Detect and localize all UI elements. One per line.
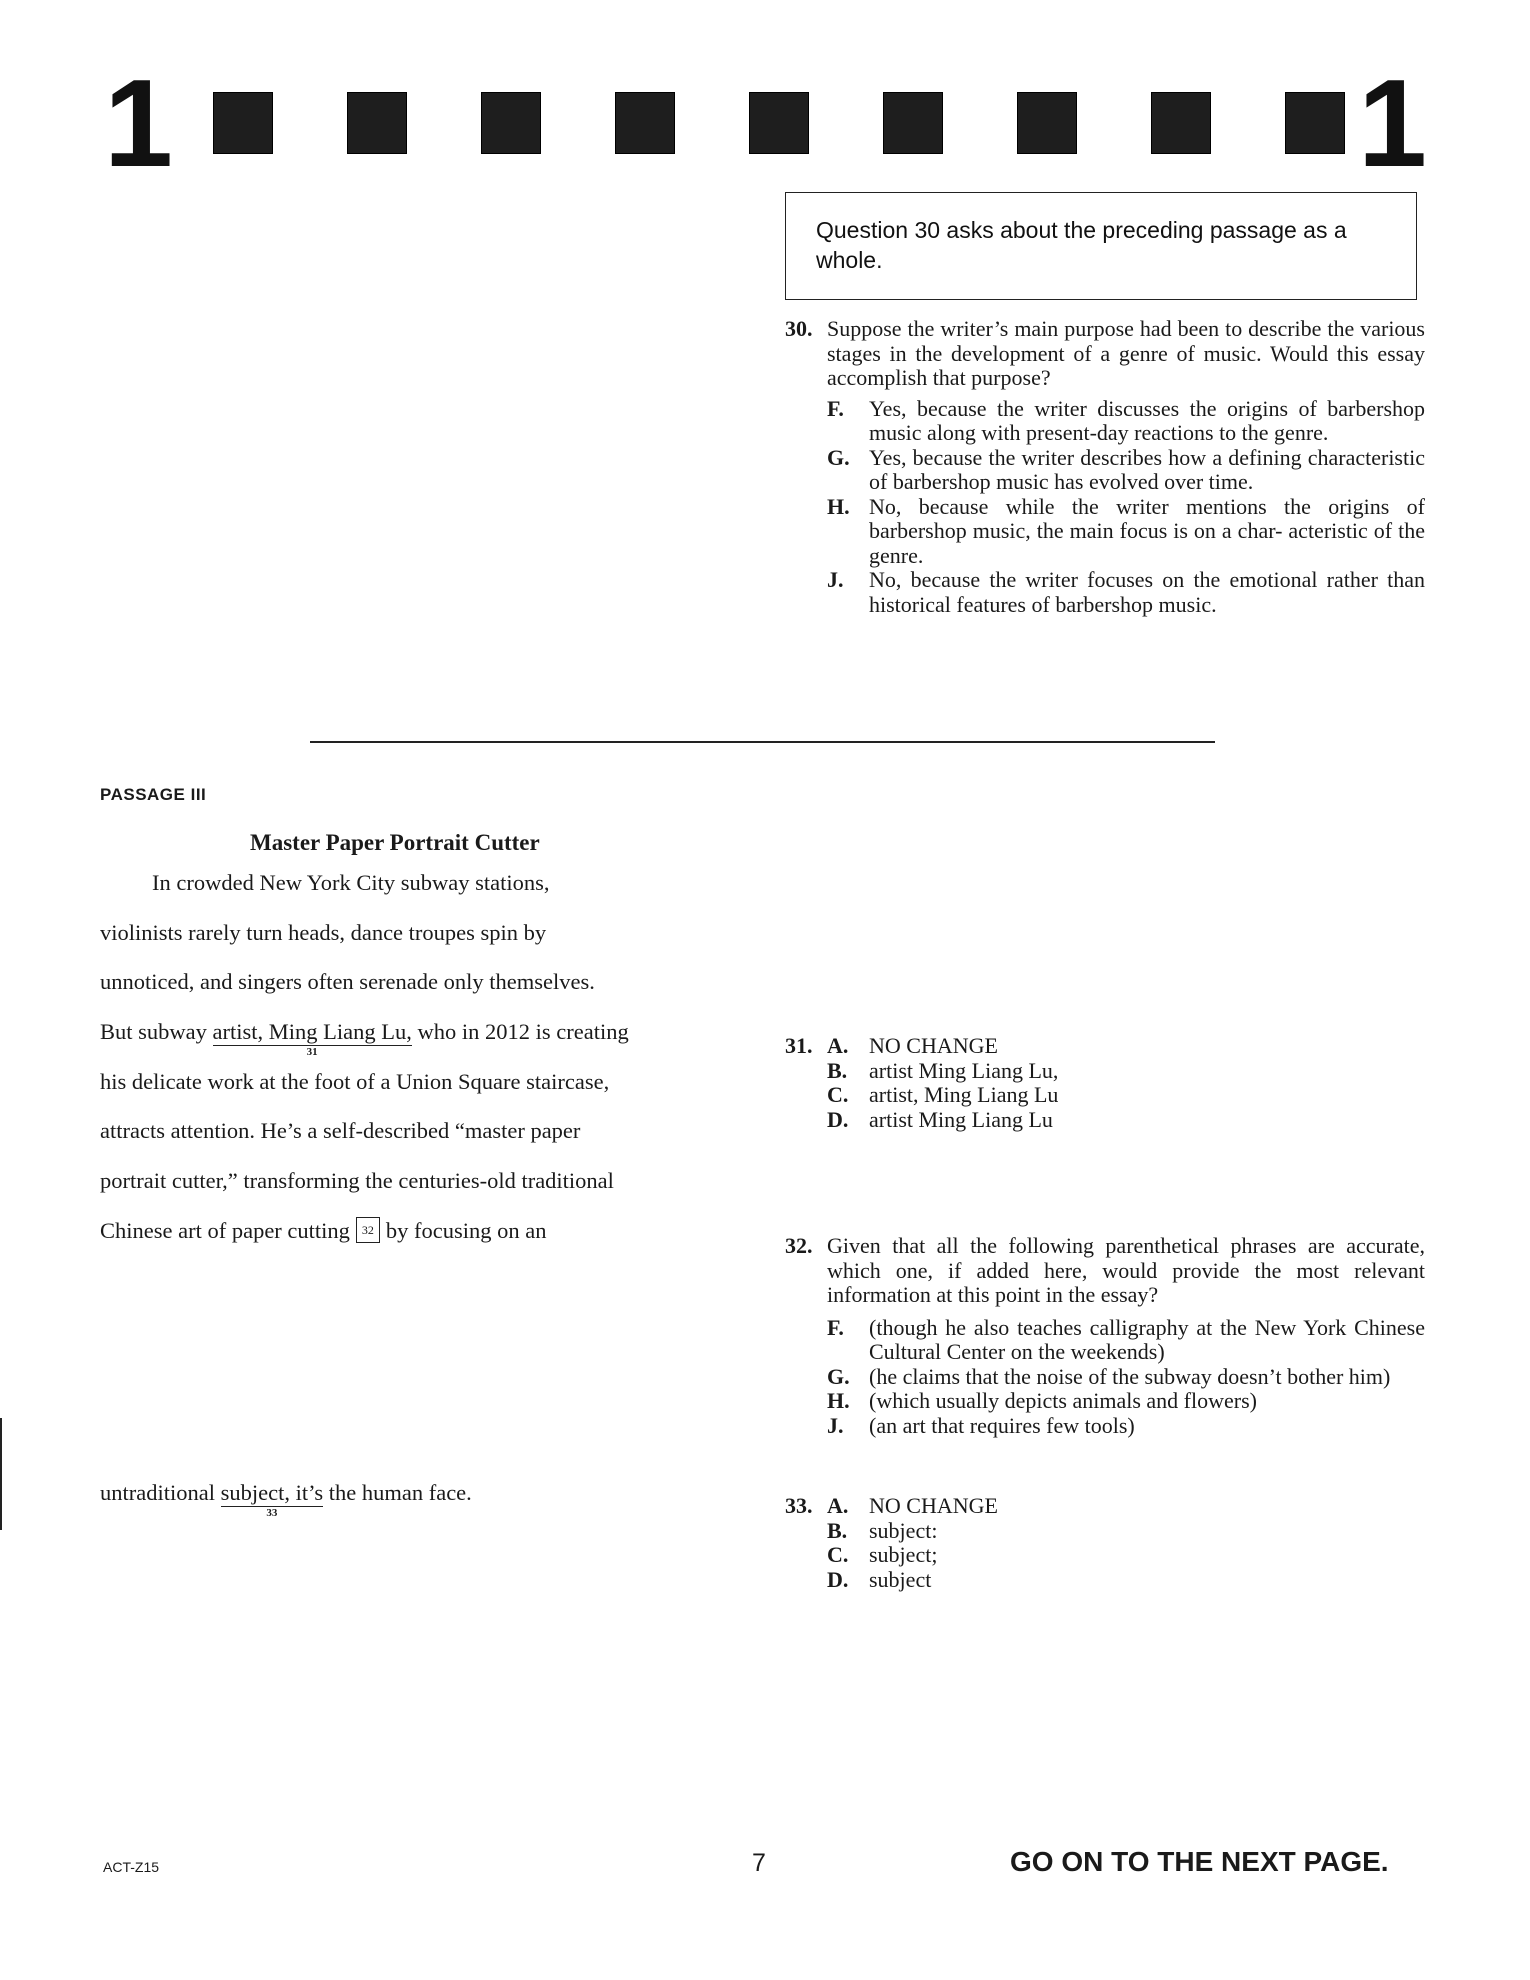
option-letter: F. (827, 395, 844, 421)
section-number-right: 1 (1358, 55, 1427, 193)
option-text: Yes, because the writer discusses the origins of barbershop music along with present-day reactions to the genre. (869, 395, 1425, 445)
option-letter: B. (827, 1517, 848, 1543)
option-text: subject (869, 1566, 932, 1592)
question-number: 33. (785, 1493, 813, 1518)
question-number: 31. (785, 1033, 813, 1058)
answer-option-g[interactable] (827, 446, 1425, 495)
question-stem: Suppose the writer’s main purpose had been to describe the various stages in the development of a genre of music. Would this essay accomplish that purpose? (827, 316, 1425, 390)
passage-line (100, 1218, 547, 1246)
passage-line: In crowded New York City subway stations, (152, 870, 550, 895)
passage-title: Master Paper Portrait Cutter (250, 830, 540, 855)
answer-option-j[interactable] (827, 568, 1425, 617)
passage-text: untraditional (100, 1480, 221, 1505)
answer-option-j[interactable] (827, 1414, 1425, 1439)
option-text: (an art that requires few tools) (869, 1412, 1135, 1438)
option-text: Yes, because the writer describes how a defining characteristic of barbershop music has evolved over time. (869, 444, 1425, 494)
option-text: subject; (869, 1542, 938, 1567)
section-divider (310, 741, 1215, 743)
answer-option-b[interactable] (827, 1519, 1425, 1544)
underlined-portion-31[interactable] (212, 1019, 412, 1058)
section-number-left: 1 (104, 55, 173, 193)
header-square (1285, 92, 1345, 154)
passage-text: the human face. (323, 1480, 472, 1505)
answer-option-g[interactable] (827, 1365, 1425, 1390)
passage-text: But subway (100, 1019, 213, 1044)
question-30-note-box: Question 30 asks about the preceding passage as a whole. (785, 192, 1417, 300)
passage-line: portrait cutter,” transforming the centuries-old traditional (100, 1168, 614, 1193)
question-31 (785, 1034, 1425, 1132)
answer-option-d[interactable] (827, 1568, 1425, 1593)
header-square (1151, 92, 1211, 154)
footer-form-code: ACT-Z15 (103, 1859, 160, 1875)
passage-label: PASSAGE III (100, 785, 207, 804)
question-box-32[interactable]: 32 (356, 1217, 380, 1243)
footer-next-page-notice: GO ON TO THE NEXT PAGE. (1010, 1846, 1389, 1877)
answer-option-f[interactable] (827, 1316, 1425, 1365)
option-text: subject: (869, 1517, 938, 1543)
option-letter: J. (827, 1412, 844, 1438)
answer-option-h[interactable] (827, 1389, 1425, 1414)
header-square (213, 92, 273, 154)
option-letter: G. (827, 1363, 850, 1389)
question-33 (785, 1494, 1425, 1592)
option-text: artist, Ming Liang Lu (869, 1082, 1059, 1107)
answer-option-h[interactable] (827, 495, 1425, 569)
underlined-text: artist, Ming Liang Lu, (212, 1019, 412, 1044)
passage-text: by focusing on an (385, 1218, 547, 1243)
passage-text: Chinese art of paper cutting (100, 1218, 350, 1243)
header-square (883, 92, 943, 154)
header-square (347, 92, 407, 154)
underline-number-33: 33 (266, 1507, 278, 1519)
option-text: NO CHANGE (869, 1033, 998, 1058)
option-letter: D. (827, 1566, 849, 1592)
question-number: 32. (785, 1233, 813, 1258)
underlined-portion-33[interactable] (220, 1480, 324, 1519)
header-square (615, 92, 675, 154)
option-text: artist Ming Liang Lu, (869, 1057, 1059, 1083)
passage-text: who in 2012 is creating (411, 1019, 629, 1044)
option-text: No, because while the writer mentions the origins of barbershop music, the main focus is on a char- acteristic of the genre. (869, 493, 1425, 568)
answer-option-b[interactable] (827, 1059, 1425, 1084)
option-letter: J. (827, 567, 844, 592)
option-letter: D. (827, 1106, 849, 1132)
passage-line: attracts attention. He’s a self-described “master paper (100, 1118, 581, 1143)
option-letter: C. (827, 1542, 849, 1567)
option-letter: C. (827, 1082, 849, 1107)
question-stem: Given that all the following parenthetical phrases are accurate, which one, if added here, would provide the most relevant information at this point in the essay? (827, 1233, 1425, 1307)
passage-line (100, 1480, 472, 1519)
option-text: (he claims that the noise of the subway doesn’t bother him) (869, 1363, 1391, 1389)
header-square (1017, 92, 1077, 154)
passage-line: unnoticed, and singers often serenade only themselves. (100, 969, 595, 994)
option-letter: H. (827, 493, 850, 519)
footer-page-number: 7 (752, 1849, 766, 1877)
header-square (749, 92, 809, 154)
question-30 (785, 317, 1425, 617)
answer-option-a[interactable] (827, 1034, 1425, 1059)
option-text: NO CHANGE (869, 1493, 998, 1518)
answer-option-d[interactable] (827, 1108, 1425, 1133)
passage-line (100, 1019, 629, 1058)
answer-option-f[interactable] (827, 397, 1425, 446)
section-header-squares (213, 92, 1345, 154)
option-text: (though he also teaches calligraphy at the New York Chinese Cultural Center on the weekends) (869, 1314, 1425, 1364)
option-text: artist Ming Liang Lu (869, 1106, 1053, 1132)
underline-number-31: 31 (306, 1046, 318, 1058)
option-letter: G. (827, 444, 850, 470)
question-32 (785, 1234, 1425, 1438)
option-text: (which usually depicts animals and flowers) (869, 1388, 1257, 1413)
passage-line: his delicate work at the foot of a Union Square staircase, (100, 1069, 610, 1094)
passage-line: violinists rarely turn heads, dance troupes spin by (100, 920, 547, 945)
question-number: 30. (785, 316, 813, 341)
margin-mark (0, 1418, 2, 1530)
header-square (481, 92, 541, 154)
option-letter: F. (827, 1314, 844, 1340)
option-letter: A. (827, 1033, 849, 1058)
option-letter: A. (827, 1493, 849, 1518)
option-letter: B. (827, 1057, 848, 1083)
option-text: No, because the writer focuses on the emotional rather than historical features of barbershop music. (869, 567, 1425, 617)
answer-option-a[interactable] (827, 1494, 1425, 1519)
answer-option-c[interactable] (827, 1543, 1425, 1568)
option-letter: H. (827, 1388, 850, 1413)
underlined-text: subject, it’s (220, 1480, 324, 1505)
answer-option-c[interactable] (827, 1083, 1425, 1108)
